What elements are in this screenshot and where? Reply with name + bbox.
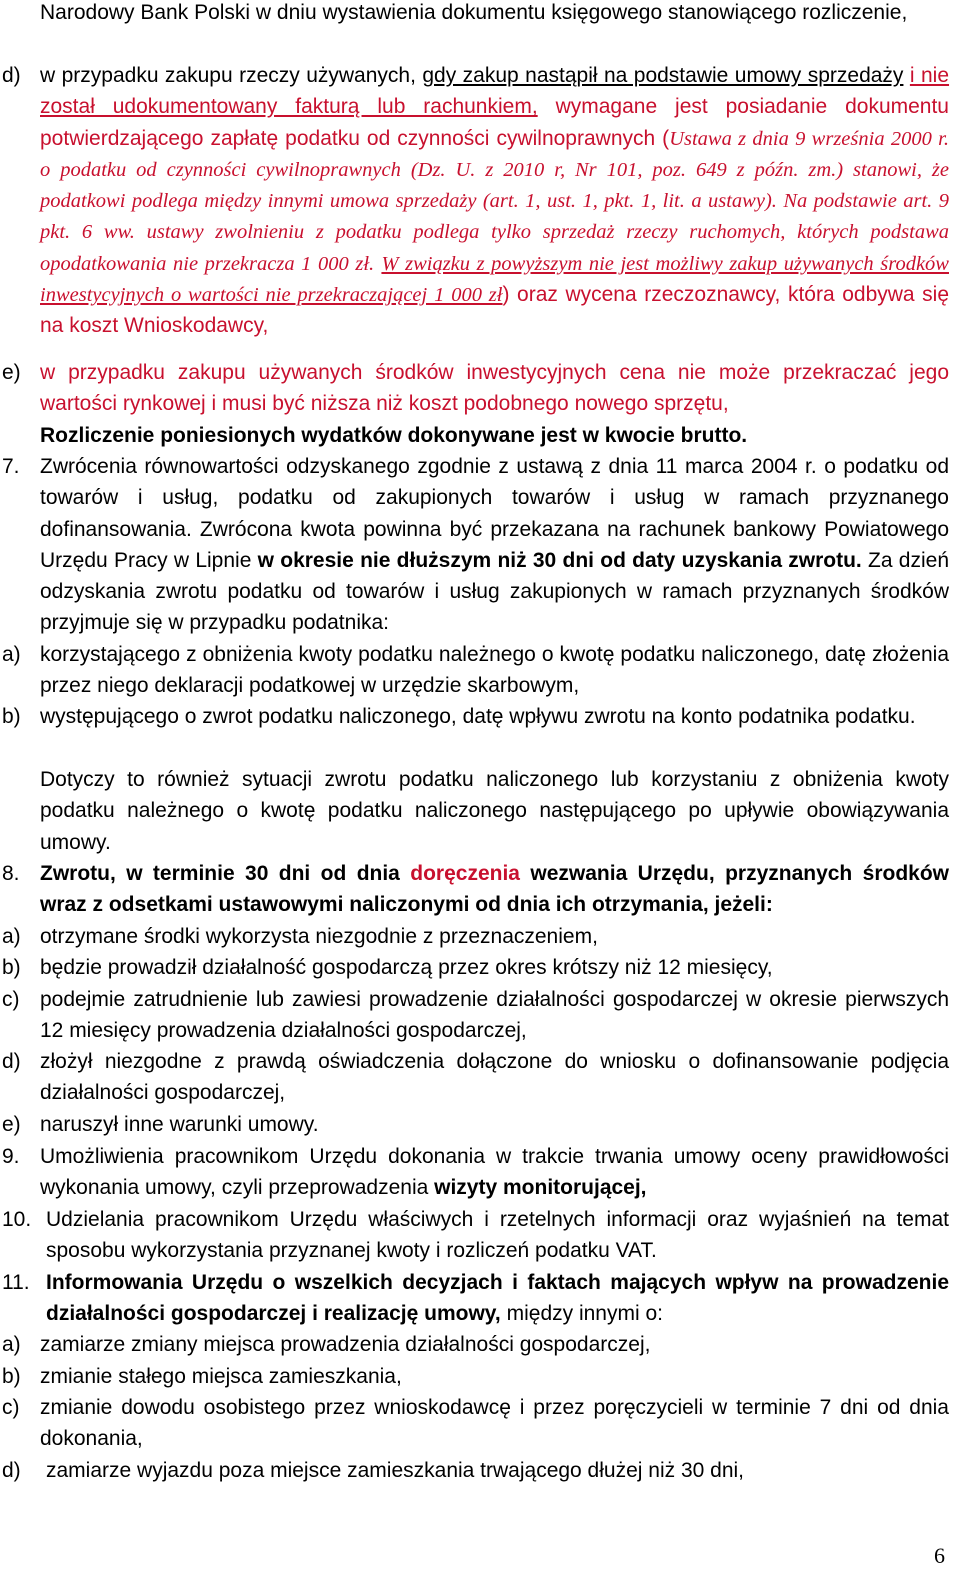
p8e-text: naruszył inne warunki umowy. — [40, 1113, 319, 1136]
d-part5-italic: Ustawa z dnia 9 września 2000 r. o podatku od czynności cywilnoprawnych (Dz. U. z 2010 r, Nr 101, poz. 649 z późn. zm.) stanowi, że podatkowi podlega między innymi umowa sprzedaży (art. 1, ust. 1, pkt. 1, lit. a ustawy). Na podstawie art. 9 pkt. 6 ww. ustawy zwolnieniu z podatku podlega tylko sprzedaż rzeczy ruchomych, których podstawa opodatkowania nie przekracza 1 000 zł. — [40, 127, 949, 275]
p7-part-c: Za dzień odzyskania zwrotu podatku od towarów i usług zakupionych w ramach przyznanych środków przyjmuje się w przypadku podatnika: — [40, 548, 950, 635]
item-label: b) — [2, 705, 21, 728]
d-part3-red-underlined: i nie został udokumentowany fakturą lub rachunkiem, — [40, 64, 950, 119]
d-part6-italic-underlined: W związku z powyższym nie jest możliwy zakup używanych środków inwestycyjnych o wartości nie przekraczającej 1 000 zł — [40, 252, 949, 307]
item-label: e) — [2, 361, 21, 384]
p10-text: Udzielania pracownikom Urzędu właściwych i rzetelnych informacji oraz wyjaśnień na temat sposobu wykorzystania przyznanej kwoty i rozliczeń podatku VAT. — [46, 1208, 949, 1263]
item-label: a) — [2, 925, 21, 948]
item-label: d) — [2, 64, 21, 87]
item-label: c) — [2, 1396, 20, 1419]
p11b-text: zmianie stałego miejsca zamieszkania, — [40, 1365, 402, 1388]
point-7-text — [40, 451, 949, 639]
item-label: e) — [2, 1113, 21, 1136]
d-part2-underlined: gdy zakup nastąpił na podstawie umowy sprzedaży — [422, 64, 904, 87]
item-label: d) — [2, 1050, 21, 1073]
item-label: a) — [2, 1333, 21, 1356]
p8d-text: złożył niezgodne z prawdą oświadczenia dołączone do wniosku o dofinansowanie podjęcia działalności gospodarczej, — [40, 1050, 949, 1105]
p8-part-b: wezwania Urzędu, przyznanych środków wraz z odsetkami ustawowymi naliczonymi od dnia ich otrzymania, jeżeli: — [40, 862, 950, 917]
p11-part-a-bold: Informowania Urzędu o wszelkich decyzjach i faktach mających wpływ na prowadzenie działalności gospodarczej i realizację umowy, — [46, 1271, 949, 1326]
e-red-text: w przypadku zakupu używanych środków inwestycyjnych cena nie może przekraczać jego wartości rynkowej i musi być niższa niż koszt podobnego nowego sprzętu, — [40, 361, 949, 416]
p8c-text: podejmie zatrudnienie lub zawiesi prowadzenie działalności gospodarczej w okresie pierwszych 12 miesięcy prowadzenia działalności gospodarczej, — [40, 988, 949, 1043]
e-bold-text: Rozliczenie poniesionych wydatków dokonywane jest w kwocie brutto. — [40, 423, 748, 447]
d-part7-red: ) oraz wycena rzeczoznawcy, która odbywa się na koszt Wnioskodawcy, — [40, 283, 950, 338]
item-label: d) — [2, 1459, 21, 1482]
p11-part-b: między innymi o: — [506, 1302, 663, 1326]
nbp-text: Narodowy Bank Polski w dniu wystawienia dokumentu księgowego stanowiącego rozliczenie, — [40, 1, 908, 24]
p11c-text: zmianie dowodu osobistego przez wnioskodawcę i przez poręczycieli w terminie 7 dni od dnia dokonania, — [40, 1396, 949, 1451]
p11d-text: zamiarze wyjazdu poza miejsce zamieszkania trwającego dłużej niż 30 dni, — [46, 1459, 744, 1482]
point-9-text — [40, 1141, 949, 1204]
point-label: 11. — [2, 1271, 30, 1294]
item-label: b) — [2, 956, 21, 979]
p8-part-a: Zwrotu, w terminie 30 dni od dnia — [40, 862, 400, 885]
p7-part-a: Zwrócenia równowartości odzyskanego zgodnie z ustawą z dnia 11 marca 2004 r. o podatku od towarów i usług, podatku od zakupionych towarów i usług w ramach przyznanego dofinansowania. Zwrócona kwota powinna być przekazana na rachunek bankowy Powiatowego Urzędu Pracy w Lipnie — [40, 455, 949, 572]
item-d-text — [40, 60, 949, 342]
page-number: 6 — [934, 1543, 945, 1568]
p7-note-text: Dotyczy to również sytuacji zwrotu podatku naliczonego lub korzystaniu z obniżenia kwoty podatku należnego o kwotę podatku naliczonego następującego po upływie obowiązywania umowy. — [40, 768, 949, 854]
p8-red-word: doręczenia — [410, 862, 520, 885]
item-label: c) — [2, 988, 20, 1011]
d-part4-red: wymagane jest posiadanie dokumentu potwierdzającego zapłatę podatku od czynności cywilnoprawnych ( — [40, 95, 949, 150]
item-e-text — [40, 357, 949, 451]
item-label: b) — [2, 1365, 21, 1388]
point-label: 10. — [2, 1208, 32, 1231]
point-11-text — [46, 1267, 949, 1330]
p8b-text: będzie prowadził działalność gospodarczą przez okres krótszy niż 12 miesięcy, — [40, 956, 773, 979]
point-label: 9. — [2, 1145, 20, 1168]
item-label: a) — [2, 643, 21, 666]
p9-part-b-bold: wizyty monitorującej, — [434, 1176, 647, 1200]
point-8-text — [40, 858, 949, 921]
p11a-text: zamiarze zmiany miejsca prowadzenia działalności gospodarczej, — [40, 1333, 651, 1356]
d-part1: w przypadku zakupu rzeczy używanych, — [40, 64, 416, 87]
p7b-text: występującego o zwrot podatku naliczonego, datę wpływu zwrotu na konto podatnika podatku. — [40, 705, 916, 728]
p9-part-a: Umożliwienia pracownikom Urzędu dokonania w trakcie trwania umowy oceny prawidłowości wykonania umowy, czyli przeprowadzenia — [40, 1145, 949, 1200]
point-label: 8. — [2, 862, 20, 885]
p8a-text: otrzymane środki wykorzysta niezgodnie z przeznaczeniem, — [40, 925, 598, 948]
point-label: 7. — [2, 455, 20, 478]
p7a-text: korzystającego z obniżenia kwoty podatku należnego o kwotę podatku naliczonego, datę złożenia przez niego deklaracji podatkowej w urzędzie skarbowym, — [40, 643, 949, 698]
p7-part-b-bold: w okresie nie dłuższym niż 30 dni od daty uzyskania zwrotu. — [257, 548, 862, 572]
